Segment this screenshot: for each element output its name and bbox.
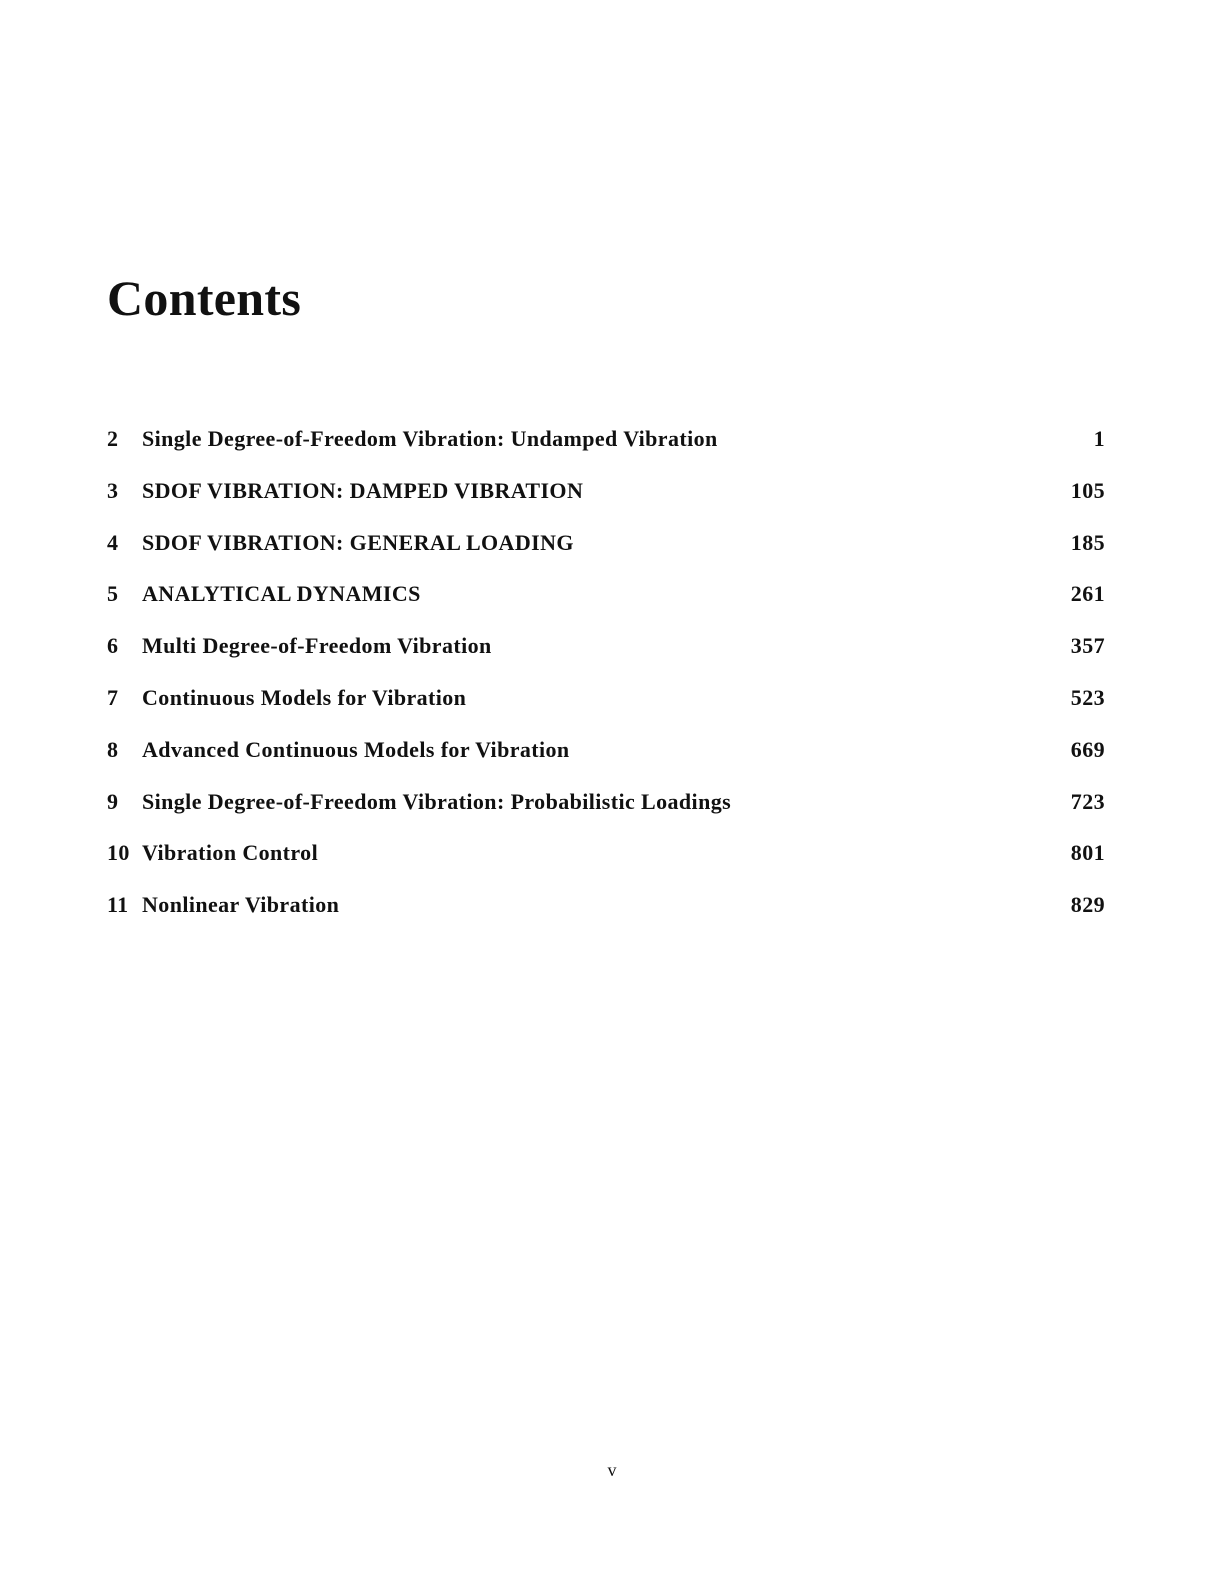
chapter-page: 723 xyxy=(1070,788,1105,814)
chapter-page: 357 xyxy=(1070,633,1105,659)
chapter-number: 11 xyxy=(107,892,129,918)
toc-entry[interactable] xyxy=(107,724,1105,776)
chapter-page: 185 xyxy=(1070,529,1105,555)
chapter-title: Single Degree-of-Freedom Vibration: Probabilistic Loadings xyxy=(142,788,732,814)
toc-entry[interactable] xyxy=(107,776,1105,828)
chapter-number: 4 xyxy=(107,529,119,555)
toc-entry[interactable] xyxy=(107,465,1105,517)
chapter-title: Single Degree-of-Freedom Vibration: Undamped Vibration xyxy=(142,426,718,451)
chapter-title: Multi Degree-of-Freedom Vibration xyxy=(142,633,492,659)
chapter-title: SDOF VIBRATION: GENERAL LOADING xyxy=(142,529,574,555)
chapter-page: 669 xyxy=(1070,736,1105,762)
table-of-contents xyxy=(107,413,1105,931)
chapter-number: 6 xyxy=(107,633,119,659)
chapter-number: 5 xyxy=(107,581,119,607)
chapter-page: 523 xyxy=(1070,684,1105,710)
chapter-number: 2 xyxy=(107,426,119,451)
chapter-title: SDOF VIBRATION: DAMPED VIBRATION xyxy=(142,477,584,503)
chapter-page: 105 xyxy=(1070,477,1105,503)
chapter-title: Advanced Continuous Models for Vibration xyxy=(142,736,570,762)
toc-entry[interactable] xyxy=(107,620,1105,672)
toc-entry[interactable] xyxy=(107,517,1105,569)
chapter-title: Nonlinear Vibration xyxy=(142,892,340,918)
chapter-page: 801 xyxy=(1070,840,1105,866)
chapter-title: ANALYTICAL DYNAMICS xyxy=(142,581,421,607)
chapter-number: 8 xyxy=(107,736,119,762)
chapter-title: Vibration Control xyxy=(142,840,319,866)
chapter-number: 9 xyxy=(107,788,119,814)
toc-entry[interactable] xyxy=(107,879,1105,931)
page-number: v xyxy=(607,1460,617,1480)
page-title: Contents xyxy=(107,270,302,326)
chapter-page: 1 xyxy=(1093,426,1105,451)
chapter-number: 7 xyxy=(107,684,119,710)
toc-entry[interactable] xyxy=(107,827,1105,879)
chapter-number: 10 xyxy=(107,840,130,866)
chapter-page: 261 xyxy=(1070,581,1105,607)
toc-entry[interactable] xyxy=(107,413,1105,465)
chapter-number: 3 xyxy=(107,477,119,503)
chapter-page: 829 xyxy=(1070,892,1105,918)
chapter-title: Continuous Models for Vibration xyxy=(142,684,467,710)
toc-entry[interactable] xyxy=(107,672,1105,724)
toc-entry[interactable] xyxy=(107,568,1105,620)
